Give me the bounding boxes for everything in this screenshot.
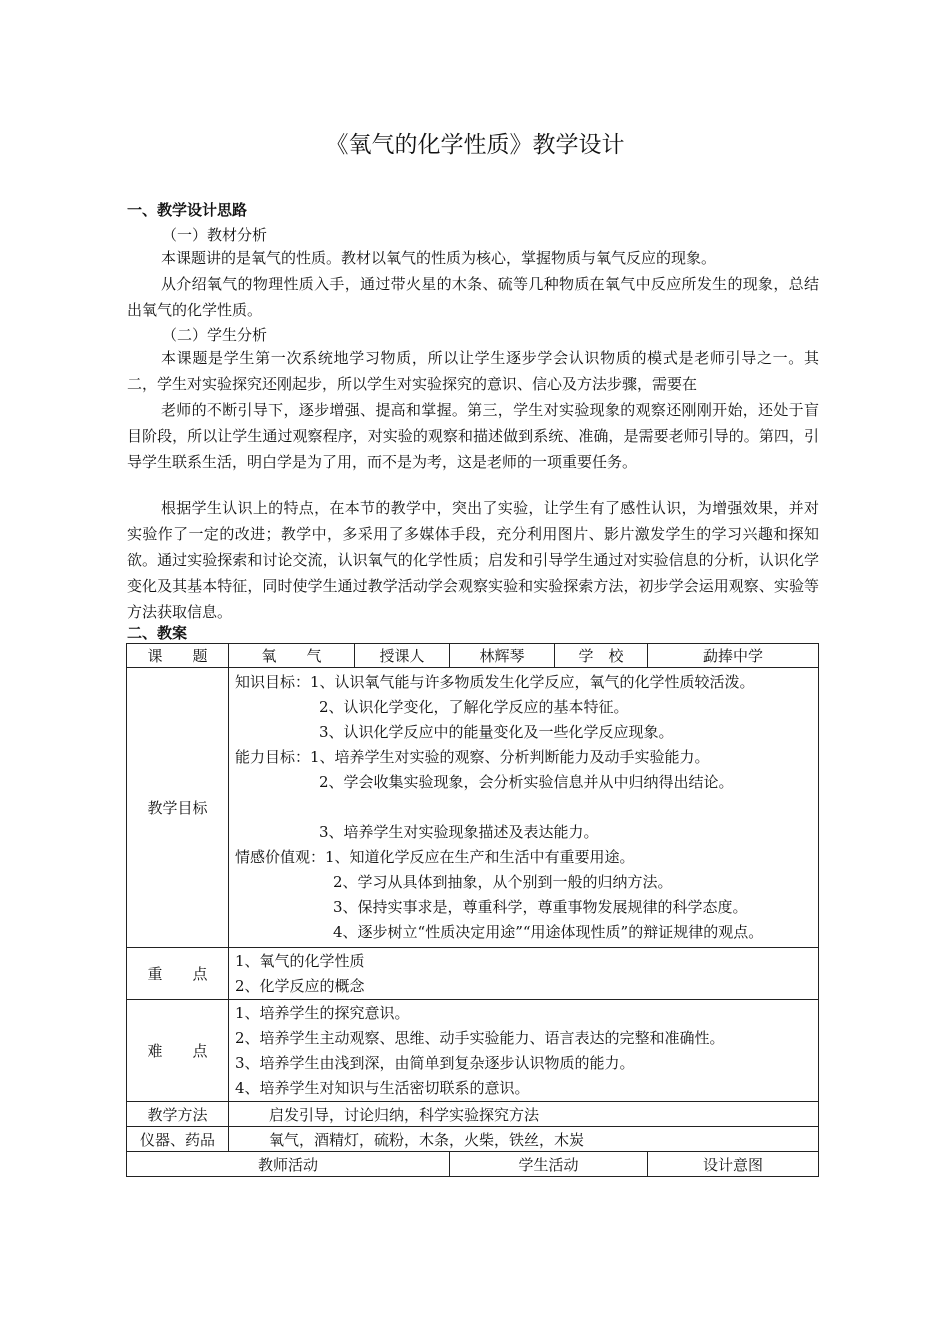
section-heading-design-approach: 一、教学设计思路 [127, 201, 248, 219]
key-points-content [229, 948, 819, 1000]
objective-line-blank [235, 795, 812, 820]
materials-label: 仪器、药品 [127, 1127, 229, 1152]
objective-line: 3、保持实事求是，尊重科学，尊重事物发展规律的科学态度。 [333, 898, 748, 916]
difficulty-line: 2、培养学生主动观察、思维、动手实验能力、语言表达的完整和准确性。 [235, 1028, 725, 1047]
school-label: 学 校 [555, 644, 648, 668]
design-intent-header: 设计意图 [648, 1152, 819, 1177]
table-row [127, 948, 819, 1000]
objective-line: 3、认识化学反应中的能量变化及一些化学反应现象。 [319, 723, 674, 741]
difficulty-line: 1、培养学生的探究意识。 [235, 1003, 410, 1022]
objectives-content [229, 668, 819, 948]
objective-line: 2、认识化学变化，了解化学反应的基本特征。 [319, 698, 629, 716]
table-row [127, 668, 819, 948]
objective-line: 3、培养学生对实验现象描述及表达能力。 [319, 823, 599, 841]
teacher-activity-header: 教师活动 [127, 1152, 450, 1177]
key-points-label: 重 点 [127, 948, 229, 1000]
table-row [127, 1102, 819, 1127]
subheading-student-analysis: （二）学生分析 [162, 326, 268, 344]
difficulty-line: 4、培养学生对知识与生活密切联系的意识。 [235, 1078, 530, 1097]
paragraph-student-2: 老师的不断引导下，逐步增强、提高和掌握。第三，学生对实验现象的观察还刚刚开始，还处于盲目阶段，所以让学生通过观察程序，对实验的观察和描述做到系统、准确，是需要老师引导的。第四，引导学生联系生活，明白学是为了用，而不是为考，这是老师的一项重要任务。 [127, 401, 819, 471]
subheading-textbook-analysis: （一）教材分析 [162, 226, 268, 244]
section-heading-lesson-plan: 二、教案 [127, 624, 188, 642]
page-title: 《氧气的化学性质》教学设计 [325, 132, 625, 158]
table-row [127, 1000, 819, 1102]
objective-line: 2、学习从具体到抽象，从个别到一般的归纳方法。 [333, 873, 673, 891]
objective-line: 知识目标：1、认识氧气能与许多物质发生化学反应，氧气的化学性质较活泼。 [235, 673, 755, 691]
topic-label: 课 题 [127, 644, 229, 668]
paragraph-textbook-1: 本课题讲的是氧气的性质。教材以氧气的性质为核心，掌握物质与氧气反应的现象。 [161, 249, 717, 267]
teacher-label: 授课人 [355, 644, 450, 668]
lesson-plan-table [126, 643, 819, 1177]
paragraph-textbook-2: 从介绍氧气的物理性质入手，通过带火星的木条、硫等几种物质在氧气中反应所发生的现象，总结出氧气的化学性质。 [127, 275, 819, 319]
table-row [127, 1127, 819, 1152]
method-value: 启发引导，讨论归纳，科学实验探究方法 [229, 1102, 819, 1127]
method-label: 教学方法 [127, 1102, 229, 1127]
topic-value: 氧 气 [229, 644, 355, 668]
objective-line: 4、逐步树立“性质决定用途”“用途体现性质”的辩证规律的观点。 [333, 923, 764, 941]
teacher-value: 林辉琴 [450, 644, 555, 668]
key-point-line: 1、氧气的化学性质 [235, 951, 365, 970]
school-value: 勐捧中学 [648, 644, 819, 668]
paragraph-approach: 根据学生认识上的特点，在本节的教学中，突出了实验，让学生有了感性认识，为增强效果，并对实验作了一定的改进；教学中，多采用了多媒体手段，充分利用图片、影片激发学生的学习兴趣和探知欲。通过实验探索和讨论交流，认识氧气的化学性质；启发和引导学生通过对实验信息的分析，认识化学变化及其基本特征，同时使学生通过教学活动学会观察实验和实验探索方法，初步学会运用观察、实验等方法获取信息。 [127, 499, 819, 621]
student-activity-header: 学生活动 [450, 1152, 648, 1177]
difficulties-label: 难 点 [127, 1000, 229, 1102]
objective-line: 2、学会收集实验现象，会分析实验信息并从中归纳得出结论。 [319, 773, 734, 791]
table-row [127, 644, 819, 668]
objective-line: 能力目标：1、培养学生对实验的观察、分析判断能力及动手实验能力。 [235, 748, 710, 766]
paragraph-student-1: 本课题是学生第一次系统地学习物质，所以让学生逐步学会认识物质的模式是老师引导之一。其二，学生对实验探究还刚起步，所以学生对实验探究的意识、信心及方法步骤，需要在 [127, 349, 819, 393]
materials-value: 氧气，酒精灯，硫粉，木条，火柴，铁丝，木炭 [229, 1127, 819, 1152]
objective-line: 情感价值观：1、知道化学反应在生产和生活中有重要用途。 [235, 848, 635, 866]
table-row [127, 1152, 819, 1177]
difficulties-content [229, 1000, 819, 1102]
objectives-label: 教学目标 [127, 668, 229, 948]
difficulty-line: 3、培养学生由浅到深，由简单到复杂逐步认识物质的能力。 [235, 1053, 635, 1072]
key-point-line: 2、化学反应的概念 [235, 976, 365, 995]
